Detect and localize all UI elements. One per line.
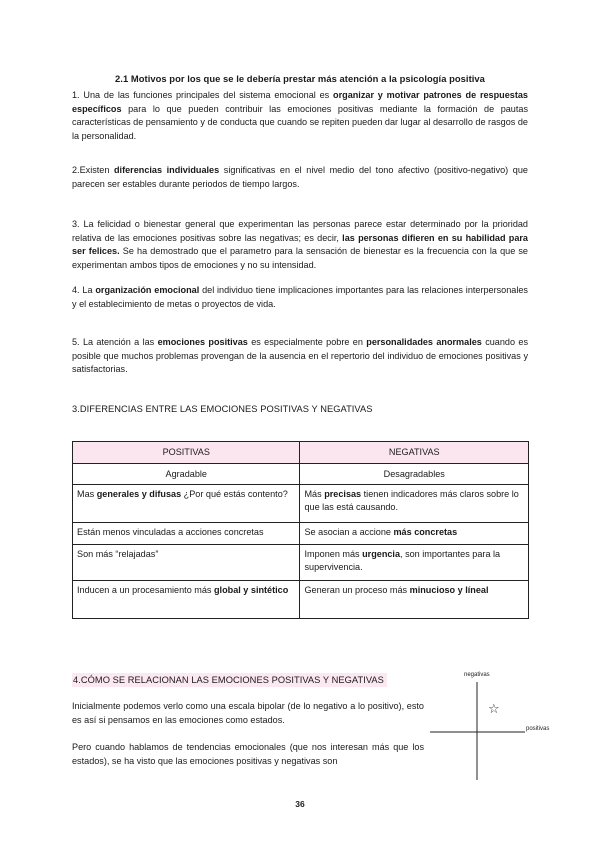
table-cell: Más precisas tienen indicadores más claros sobre lo que las está causando. xyxy=(300,485,529,523)
table-cell: Son más “relajadas” xyxy=(73,545,300,581)
sub-agradable: Agradable xyxy=(73,464,300,485)
table-cell: Están menos vinculadas a acciones concretas xyxy=(73,523,300,545)
paragraph-3: 3. La felicidad o bienestar general que experimentan las personas parece estar determinado por la prioridad relativa de las emociones positivas sobre las negativas; es decir, las personas difieren en su habilidad para ser felices. Se ha demostrado que el parametro para la sensación de bienestar es la frecuencia con la que se experimentan ambos tipos de emociones y no su intensidad. xyxy=(72,219,528,270)
section-title: 2.1 Motivos por los que se le debería prestar más atención a la psicología positiva xyxy=(115,73,485,84)
header-positivas: POSITIVAS xyxy=(73,442,300,464)
bipolar-axes-diagram xyxy=(430,668,560,788)
table-row xyxy=(73,523,529,545)
table-cell: Imponen más urgencia, son importantes para la supervivencia. xyxy=(300,545,529,581)
paragraph-2: 2.Existen diferencias individuales significativas en el nivel medio del tono afectivo (positivo-negativo) que parecen ser estables durante periodos de tiempo largos. xyxy=(72,165,528,189)
star-icon: ☆ xyxy=(488,702,500,717)
paragraph-5: 5. La atención a las emociones positivas es especialmente pobre en personalidades anormales cuando es posible que muchos problemas provengan de la ausencia en el repertorio del individuo de emociones positivas y satisfactorias. xyxy=(72,337,528,375)
sub-desagradables: Desagradables xyxy=(300,464,529,485)
paragraph-6: Inicialmente podemos verlo como una escala bipolar (de lo negativo a lo positivo), esto es así si pensamos en las emociones como estados. xyxy=(72,701,424,725)
table-row xyxy=(73,545,529,581)
table-row xyxy=(73,581,529,619)
paragraph-1: 1. Una de las funciones principales del sistema emocional es organizar y motivar patrones de respuestas específicos para lo que pueden contribuir las emociones positivas mediante la formación de pautas características de pensamiento y de conducta que cuando se repiten pueden dar lugar al desarrollo de rasgos de la personalidad. xyxy=(72,90,528,141)
axis-label-positivas: positivas xyxy=(526,726,550,732)
table-cell: Mas generales y difusas ¿Por qué estás contento? xyxy=(73,485,300,523)
table-row xyxy=(73,485,529,523)
header-negativas: NEGATIVAS xyxy=(300,442,529,464)
heading-relation: 4.CÓMO SE RELACIONAN LAS EMOCIONES POSITIVAS Y NEGATIVAS xyxy=(72,673,387,687)
table-cell: Generan un proceso más minucioso y líneal xyxy=(300,581,529,619)
paragraph-7: Pero cuando hablamos de tendencias emocionales (que nos interesan más que los estados), se ha visto que las emociones positivas y negativas son xyxy=(72,742,424,766)
table-cell: Se asocian a accione más concretas xyxy=(300,523,529,545)
heading-differences: 3.DIFERENCIAS ENTRE LAS EMOCIONES POSITIVAS Y NEGATIVAS xyxy=(72,404,373,414)
comparison-table xyxy=(72,441,529,619)
table-header-row xyxy=(73,442,529,464)
table-subheader-row xyxy=(73,464,529,485)
table-cell: Inducen a un procesamiento más global y sintético xyxy=(73,581,300,619)
axis-label-negativas: negativas xyxy=(464,672,490,678)
page-number: 36 xyxy=(295,799,305,809)
paragraph-4: 4. La organización emocional del individuo tiene implicaciones importantes para las relaciones interpersonales y el establecimiento de metas o proyectos de vida. xyxy=(72,285,528,309)
